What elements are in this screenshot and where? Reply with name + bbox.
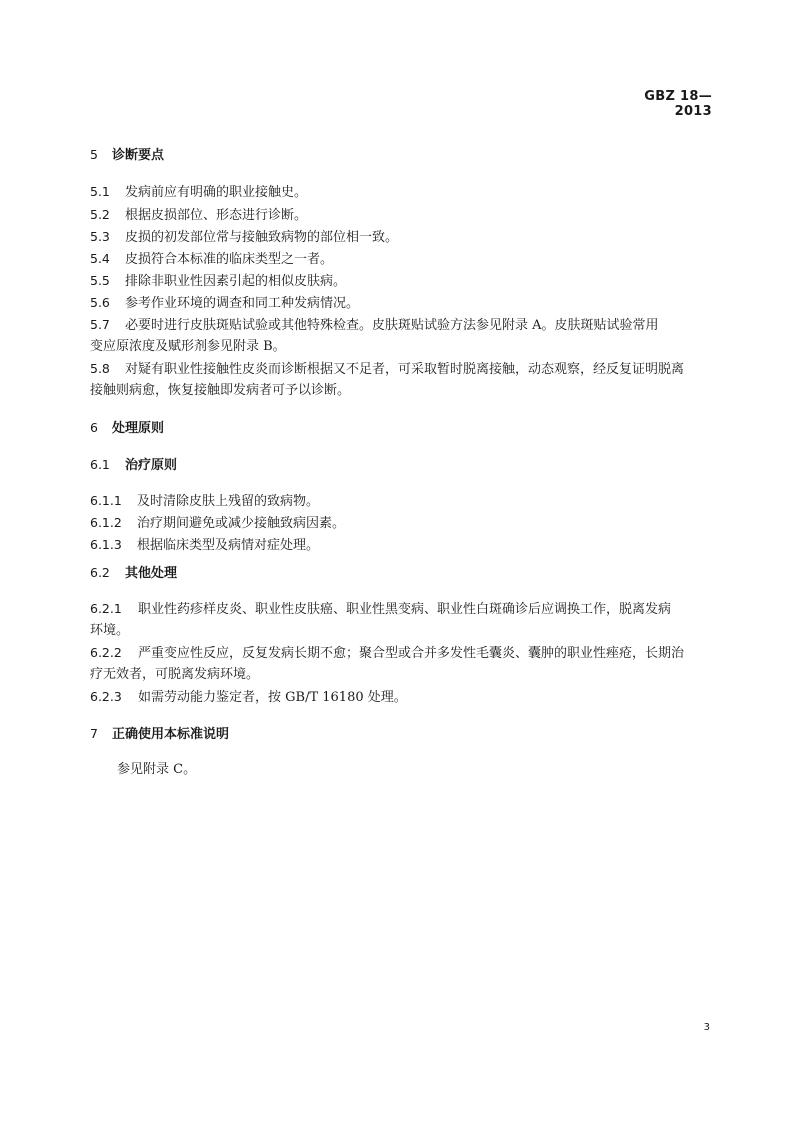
clause-6-2-2 — [90, 644, 715, 663]
clause-6-1-2 — [90, 514, 715, 533]
clause-number: 5.7 — [90, 317, 110, 332]
clause-number: 6.1.3 — [90, 537, 122, 552]
clause-5-4 — [90, 250, 715, 269]
section-7-body: 参见附录 C。 — [117, 762, 197, 777]
section-number: 5 — [90, 147, 98, 162]
clause-number: 5.6 — [90, 295, 110, 310]
clause-6-2-3 — [90, 688, 715, 707]
section-number: 6.1 — [90, 457, 110, 472]
clause-number: 5.2 — [90, 207, 110, 222]
clause-number: 6.2.1 — [90, 601, 122, 616]
clause-5-8 — [90, 360, 715, 379]
section-number: 6 — [90, 420, 98, 435]
clause-text: 根据皮损部位、形态进行诊断。 — [125, 208, 308, 223]
page-number: 3 — [703, 1022, 710, 1033]
clause-text: 如需劳动能力鉴定者，按 GB/T 16180 处理。 — [138, 690, 407, 705]
clause-text: 治疗期间避免或减少接触致病因素。 — [137, 516, 346, 531]
section-title: 处理原则 — [112, 421, 165, 436]
clause-number: 5.4 — [90, 251, 110, 266]
section-6-heading — [90, 419, 715, 438]
section-6-1-heading — [90, 456, 715, 475]
clause-number: 5.8 — [90, 361, 110, 376]
section-6-2-heading — [90, 564, 715, 583]
clause-text: 职业性药疹样皮炎、职业性皮肤癌、职业性黑变病、职业性白斑确诊后应调换工作，脱离发病 — [138, 602, 672, 617]
clause-text: 皮损符合本标准的临床类型之一者。 — [125, 252, 334, 267]
clause-number: 5.1 — [90, 184, 110, 199]
clause-number: 6.1.2 — [90, 515, 122, 530]
clause-text: 必要时进行皮肤斑贴试验或其他特殊检查。皮肤斑贴试验方法参见附录 A。皮肤斑贴试验常用 — [125, 318, 659, 333]
section-title: 正确使用本标准说明 — [112, 727, 230, 742]
clause-5-3 — [90, 228, 715, 247]
clause-5-1 — [90, 183, 715, 202]
clause-text: 排除非职业性因素引起的相似皮肤病。 — [125, 274, 347, 289]
clause-number: 6.1.1 — [90, 493, 122, 508]
section-7-heading — [90, 725, 715, 744]
clause-text: 发病前应有明确的职业接触史。 — [125, 185, 308, 200]
standard-code: GBZ 18—2013 — [644, 89, 712, 119]
clause-6-1-3 — [90, 536, 715, 555]
section-5-heading — [90, 146, 715, 165]
clause-5-7 — [90, 316, 715, 335]
clause-text: 根据临床类型及病情对症处理。 — [137, 538, 320, 553]
clause-5-8-continued: 接触则病愈，恢复接触即发病者可予以诊断。 — [90, 383, 351, 398]
clause-text: 对疑有职业性接触性皮炎而诊断根据又不足者，可采取暂时脱离接触，动态观察，经反复证明脱离 — [125, 362, 685, 377]
section-number: 7 — [90, 726, 98, 741]
clause-5-7-continued: 变应原浓度及赋形剂参见附录 B。 — [90, 339, 286, 354]
clause-6-1-1 — [90, 492, 715, 511]
section-title: 其他处理 — [125, 566, 178, 581]
section-title: 诊断要点 — [112, 148, 165, 163]
clause-number: 5.5 — [90, 273, 110, 288]
clause-number: 5.3 — [90, 229, 110, 244]
clause-6-2-2-continued: 疗无效者，可脱离发病环境。 — [90, 667, 260, 682]
clause-number: 6.2.2 — [90, 645, 122, 660]
clause-text: 参考作业环境的调查和同工种发病情况。 — [125, 296, 360, 311]
clause-5-2 — [90, 206, 715, 225]
clause-text: 皮损的初发部位常与接触致病物的部位相一致。 — [125, 230, 399, 245]
clause-5-5 — [90, 272, 715, 291]
section-title: 治疗原则 — [125, 458, 178, 473]
clause-6-2-1 — [90, 600, 715, 619]
clause-text: 及时清除皮肤上残留的致病物。 — [137, 494, 320, 509]
clause-6-2-1-continued: 环境。 — [90, 623, 130, 638]
clause-number: 6.2.3 — [90, 689, 122, 704]
clause-text: 严重变应性反应，反复发病长期不愈；聚合型或合并多发性毛囊炎、囊肿的职业性痤疮，长期治 — [138, 646, 685, 661]
clause-5-6 — [90, 294, 715, 313]
section-number: 6.2 — [90, 565, 110, 580]
